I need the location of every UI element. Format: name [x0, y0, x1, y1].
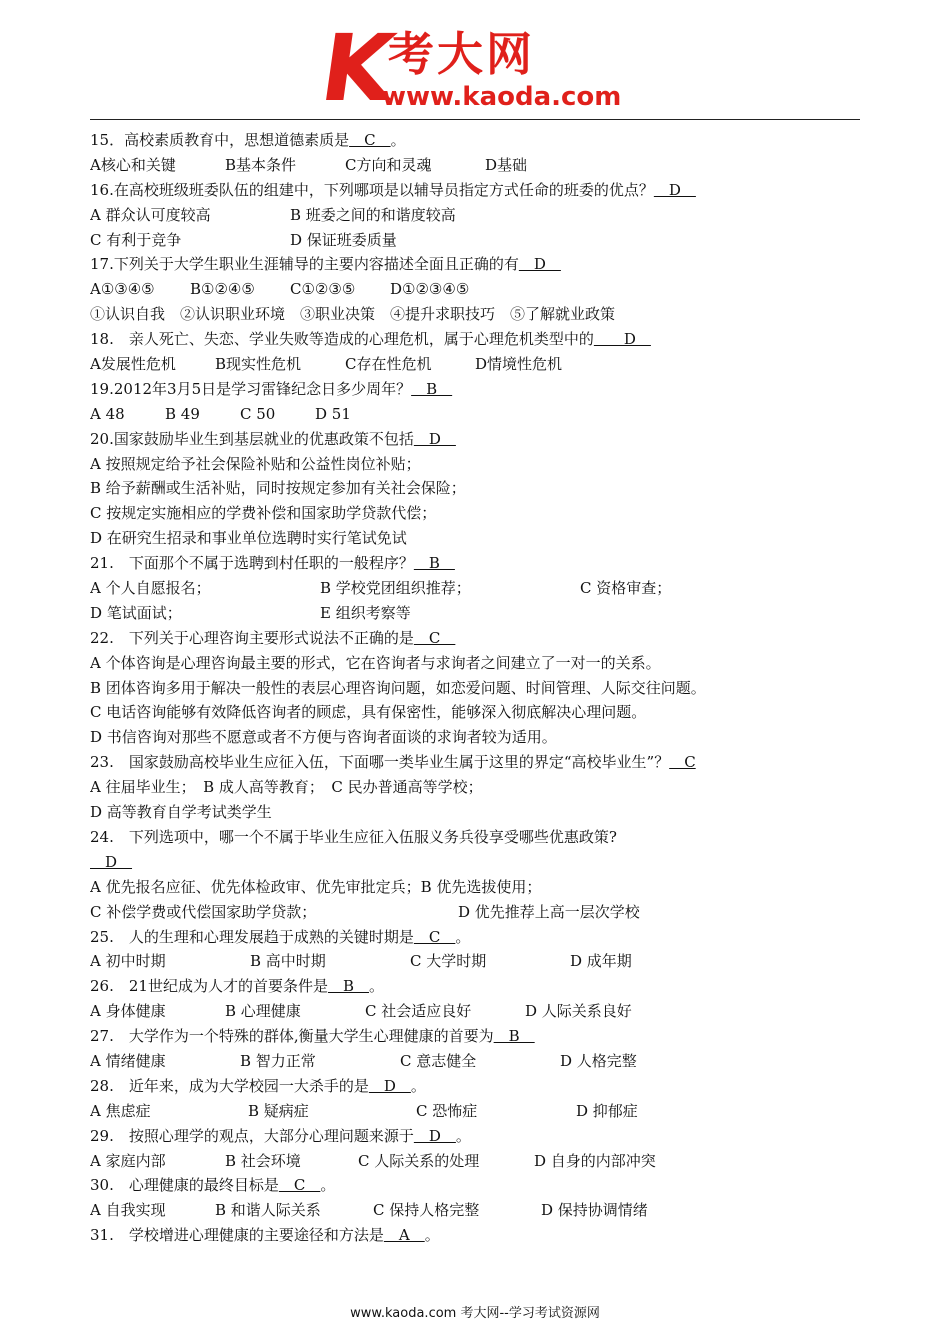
text-segment: D 在研究生招录和事业单位选聘时实行笔试免试 [90, 529, 407, 548]
kaoda-logo [314, 15, 642, 122]
text-segment: 。 [368, 977, 384, 996]
text-segment: A发展性危机 [90, 355, 176, 374]
answer-blank: D [518, 255, 561, 274]
text-segment: C 保持人格完整 [373, 1201, 480, 1220]
text-segment: A核心和关键 [90, 155, 176, 174]
text-segment: C 补偿学费或代偿国家助学贷款； [90, 902, 317, 921]
text-line [90, 551, 870, 576]
text-segment: D 优先推荐上高一层次学校 [458, 902, 640, 921]
answer-blank: C [349, 131, 391, 149]
text-segment: B现实性危机 [215, 355, 302, 374]
page-header [0, 0, 950, 122]
text-segment: 17.下列关于大学生职业生涯辅导的主要内容描述全面且正确的有 [90, 255, 519, 274]
text-segment: 15．高校素质教育中，思想道德素质是 [90, 131, 350, 149]
text-line [90, 925, 870, 950]
text-line [90, 352, 870, 377]
text-segment: D 51 [315, 404, 351, 423]
text-segment: B 49 [165, 404, 200, 423]
text-segment: B 高中时期 [250, 952, 326, 971]
text-line [90, 1173, 870, 1198]
text-segment: A 焦虑症 [90, 1101, 151, 1120]
text-segment: ①认识自我 ②认识职业环境 ③职业决策 ④提升求职技巧 ⑤了解就业政策 [90, 305, 616, 324]
text-line [90, 875, 870, 900]
text-line [90, 1099, 870, 1124]
text-segment: C 资格审查； [580, 579, 672, 598]
text-segment: 18. 亲人死亡、失恋、学业失败等造成的心理危机，属于心理危机类型中的 [90, 330, 594, 349]
answer-blank: D [90, 852, 133, 871]
text-line [90, 153, 870, 178]
text-line [90, 700, 870, 725]
text-segment: D 高等教育自学考试类学生 [90, 803, 272, 822]
text-segment: B 智力正常 [240, 1051, 316, 1070]
text-segment: 20.国家鼓励毕业生到基层就业的优惠政策不包括 [90, 429, 414, 448]
logo-url: www.kaoda.com [382, 82, 622, 112]
text-segment: B 社会环境 [225, 1151, 301, 1170]
text-line [90, 501, 870, 526]
text-segment: E 组织考察等 [320, 603, 411, 622]
text-segment: B 给予薪酬或生活补贴，同时按规定参加有关社会保险； [90, 479, 466, 498]
text-segment: B 团体咨询多用于解决一般性的表层心理咨询问题，如恋爱问题、时间管理、人际交往问题。 [90, 678, 706, 697]
text-segment: D 成年期 [570, 952, 632, 971]
text-segment: B 班委之间的和谐度较高 [290, 205, 456, 224]
answer-blank: D [368, 1076, 411, 1095]
question-list [90, 128, 870, 1248]
text-line [90, 452, 870, 477]
answer-blank: C [669, 753, 696, 772]
text-segment: A 优先报名应征、优先体检政审、优先审批定兵；B 优先选拔使用； [90, 877, 542, 896]
answer-blank: C [413, 628, 456, 647]
text-segment: C 按规定实施相应的学费补偿和国家助学贷款代偿； [90, 504, 437, 523]
text-line [90, 1024, 870, 1049]
text-segment: 21. 下面那个不属于选聘到村任职的一般程序？ [90, 554, 414, 573]
answer-blank: C [278, 1176, 321, 1195]
text-segment: A 家庭内部 [90, 1151, 166, 1170]
text-segment: D 人格完整 [560, 1051, 637, 1070]
text-segment: 27. 大学作为一个特殊的群体,衡量大学生心理健康的首要为 [90, 1027, 494, 1046]
text-segment: B 心理健康 [225, 1002, 301, 1021]
text-segment: A 按照规定给予社会保险补贴和公益性岗位补贴； [90, 454, 421, 473]
text-segment: C 50 [240, 404, 276, 423]
text-line [90, 651, 870, 676]
text-line [90, 900, 870, 925]
text-segment: D 抑郁症 [576, 1101, 638, 1120]
answer-blank: B [411, 379, 453, 398]
text-segment: B①②④⑤ [190, 280, 255, 299]
text-line [90, 676, 870, 701]
text-line [90, 775, 870, 800]
text-segment: 22. 下列关于心理咨询主要形式说法不正确的是 [90, 628, 414, 647]
text-segment: D①②③④⑤ [390, 280, 470, 299]
header-divider [90, 119, 860, 120]
text-segment: D 自身的内部冲突 [534, 1151, 656, 1170]
text-segment: 。 [390, 131, 406, 149]
text-segment: 。 [424, 1226, 440, 1245]
text-line [90, 949, 870, 974]
answer-blank: A [383, 1226, 425, 1245]
answer-blank: D [413, 1126, 456, 1145]
text-line [90, 601, 870, 626]
text-line [90, 850, 870, 875]
text-line [90, 576, 870, 601]
text-segment: C 有利于竞争 [90, 230, 182, 249]
text-segment: A 个人自愿报名； [90, 579, 211, 598]
text-line [90, 1198, 870, 1223]
text-segment: A 情绪健康 [90, 1051, 166, 1070]
text-segment: 25. 人的生理和心理发展趋于成熟的关键时期是 [90, 927, 414, 946]
text-segment: C 社会适应良好 [365, 1002, 472, 1021]
answer-blank: B [493, 1027, 535, 1046]
text-segment: 30. 心理健康的最终目标是 [90, 1176, 279, 1195]
text-segment: B 和谐人际关系 [215, 1201, 321, 1220]
text-segment: 28. 近年来，成为大学校园一大杀手的是 [90, 1076, 369, 1095]
text-line [90, 974, 870, 999]
text-segment: D 保持协调情绪 [541, 1201, 648, 1220]
text-line [90, 1149, 870, 1174]
text-line [90, 203, 870, 228]
text-segment: C存在性危机 [345, 355, 432, 374]
text-segment: A 身体健康 [90, 1002, 166, 1021]
text-line [90, 1074, 870, 1099]
text-segment: 23. 国家鼓励高校毕业生应征入伍，下面哪一类毕业生属于这里的界定“高校毕业生”？ [90, 753, 670, 772]
logo-k-mark: K [314, 15, 401, 122]
text-segment: 24. 下列选项中，哪一个不属于毕业生应征入伍服义务兵役享受哪些优惠政策? [90, 827, 617, 846]
answer-blank: D [413, 429, 456, 448]
text-line [90, 377, 870, 402]
text-segment: 26. 21世纪成为人才的首要条件是 [90, 977, 328, 996]
text-segment: C方向和灵魂 [345, 155, 432, 174]
text-line [90, 327, 870, 352]
text-line [90, 277, 870, 302]
text-line [90, 825, 870, 850]
page-footer: www.kaoda.com 考大网--学习考试资源网 [350, 1306, 600, 1321]
text-segment: A 48 [90, 404, 125, 423]
answer-blank: B [327, 977, 369, 996]
answer-blank: D [653, 180, 696, 199]
text-segment: D 笔试面试； [90, 603, 182, 622]
text-segment: 29. 按照心理学的观点，大部分心理问题来源于 [90, 1126, 414, 1145]
text-line [90, 725, 870, 750]
text-segment: 19.2012年3月5日是学习雷锋纪念日多少周年？ [90, 379, 412, 398]
text-segment: C 意志健全 [400, 1051, 477, 1070]
text-line [90, 999, 870, 1024]
text-segment: 。 [410, 1076, 426, 1095]
text-segment: B 学校党团组织推荐； [320, 579, 471, 598]
text-line [90, 402, 870, 427]
answer-blank: C [413, 927, 456, 946]
text-line [90, 526, 870, 551]
text-segment: 。 [320, 1176, 336, 1195]
text-line [90, 626, 870, 651]
text-segment: A 初中时期 [90, 952, 166, 971]
text-line [90, 800, 870, 825]
text-line [90, 252, 870, 277]
text-segment: D 人际关系良好 [525, 1002, 632, 1021]
text-segment: D情境性危机 [475, 355, 563, 374]
text-segment: C 电话咨询能够有效降低咨询者的顾虑，具有保密性，能够深入彻底解决心理问题。 [90, 703, 647, 722]
text-segment: B 疑病症 [248, 1101, 309, 1120]
text-segment: A 自我实现 [90, 1201, 166, 1220]
text-segment: B基本条件 [225, 155, 297, 174]
text-segment: D 保证班委质量 [290, 230, 397, 249]
text-line [90, 302, 870, 327]
text-line [90, 228, 870, 253]
text-line [90, 1223, 870, 1248]
answer-blank: D [593, 330, 651, 349]
text-segment: 。 [455, 1126, 471, 1145]
text-segment: C 人际关系的处理 [358, 1151, 480, 1170]
text-segment: 。 [455, 927, 471, 946]
answer-blank: B [413, 554, 455, 573]
text-line [90, 1124, 870, 1149]
text-segment: A 群众认可度较高 [90, 205, 211, 224]
text-line [90, 427, 870, 452]
text-line [90, 178, 870, 203]
text-segment: C①②③⑤ [290, 280, 356, 299]
text-segment: A①③④⑤ [90, 280, 155, 299]
text-line [90, 476, 870, 501]
text-segment: 16.在高校班级班委队伍的组建中，下列哪项是以辅导员指定方式任命的班委的优点？ [90, 180, 654, 199]
text-segment: 31. 学校增进心理健康的主要途径和方法是 [90, 1226, 384, 1245]
text-line [90, 128, 870, 153]
text-segment: C 恐怖症 [416, 1101, 478, 1120]
text-segment: C 大学时期 [410, 952, 487, 971]
text-segment: D基础 [485, 155, 528, 174]
text-line [90, 750, 870, 775]
logo-chinese-name: 考大网 [388, 27, 535, 81]
text-line [90, 1049, 870, 1074]
text-segment: A 个体咨询是心理咨询最主要的形式，它在咨询者与求询者之间建立了一对一的关系。 [90, 653, 661, 672]
text-segment: D 书信咨询对那些不愿意或者不方便与咨询者面谈的求询者较为适用。 [90, 728, 557, 747]
text-segment: A 往届毕业生； B 成人高等教育； C 民办普通高等学校； [90, 778, 483, 797]
